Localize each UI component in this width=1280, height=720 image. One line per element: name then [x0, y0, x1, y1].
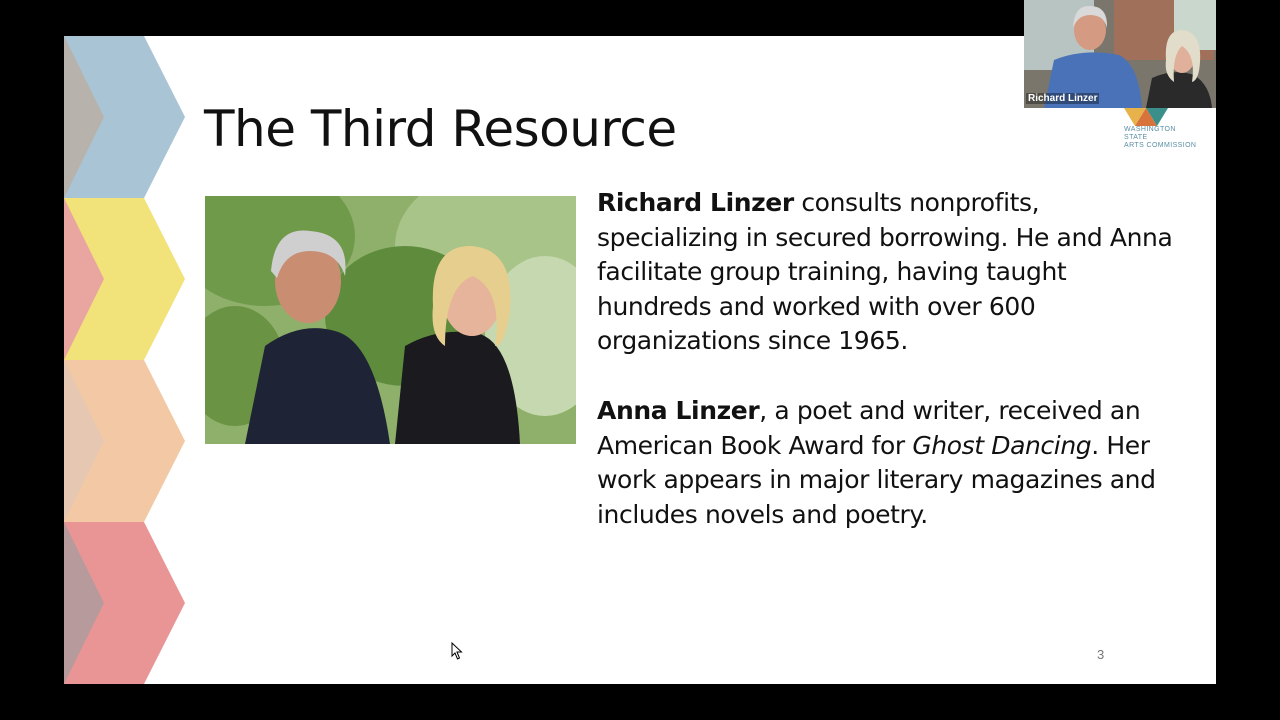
anna-bio-text-1: , a poet and writer, received an American Book Award for	[597, 396, 1141, 460]
logo-text-line2: ARTS COMMISSION	[1124, 142, 1197, 149]
anna-bio-paragraph	[597, 394, 1187, 532]
richard-bio-paragraph	[597, 186, 1187, 359]
participant-name-label: Richard Linzer	[1028, 93, 1098, 104]
anna-name: Anna Linzer	[597, 396, 760, 425]
presentation-slide	[64, 36, 1216, 684]
mouse-pointer-icon	[451, 642, 463, 660]
decorative-chevron-strip	[64, 36, 194, 684]
book-title: Ghost Dancing	[912, 430, 1092, 460]
participant-video-tile[interactable]	[1024, 0, 1216, 108]
slide-title: The Third Resource	[204, 100, 677, 158]
anna-bio-text-2: . Her work appears in major literary magazines and includes novels and poetry.	[597, 430, 1156, 529]
logo-text-line1: WASHINGTON STATE	[1124, 126, 1176, 141]
richard-bio-text: consults nonprofits, specializing in secured borrowing. He and Anna facilitate group training, having taught hundreds and worked with over 600 organizations since 1965.	[597, 188, 1173, 355]
portrait-photo	[205, 196, 576, 444]
arts-commission-logo	[1124, 108, 1198, 150]
richard-name: Richard Linzer	[597, 188, 794, 217]
page-number: 3	[1097, 647, 1105, 662]
